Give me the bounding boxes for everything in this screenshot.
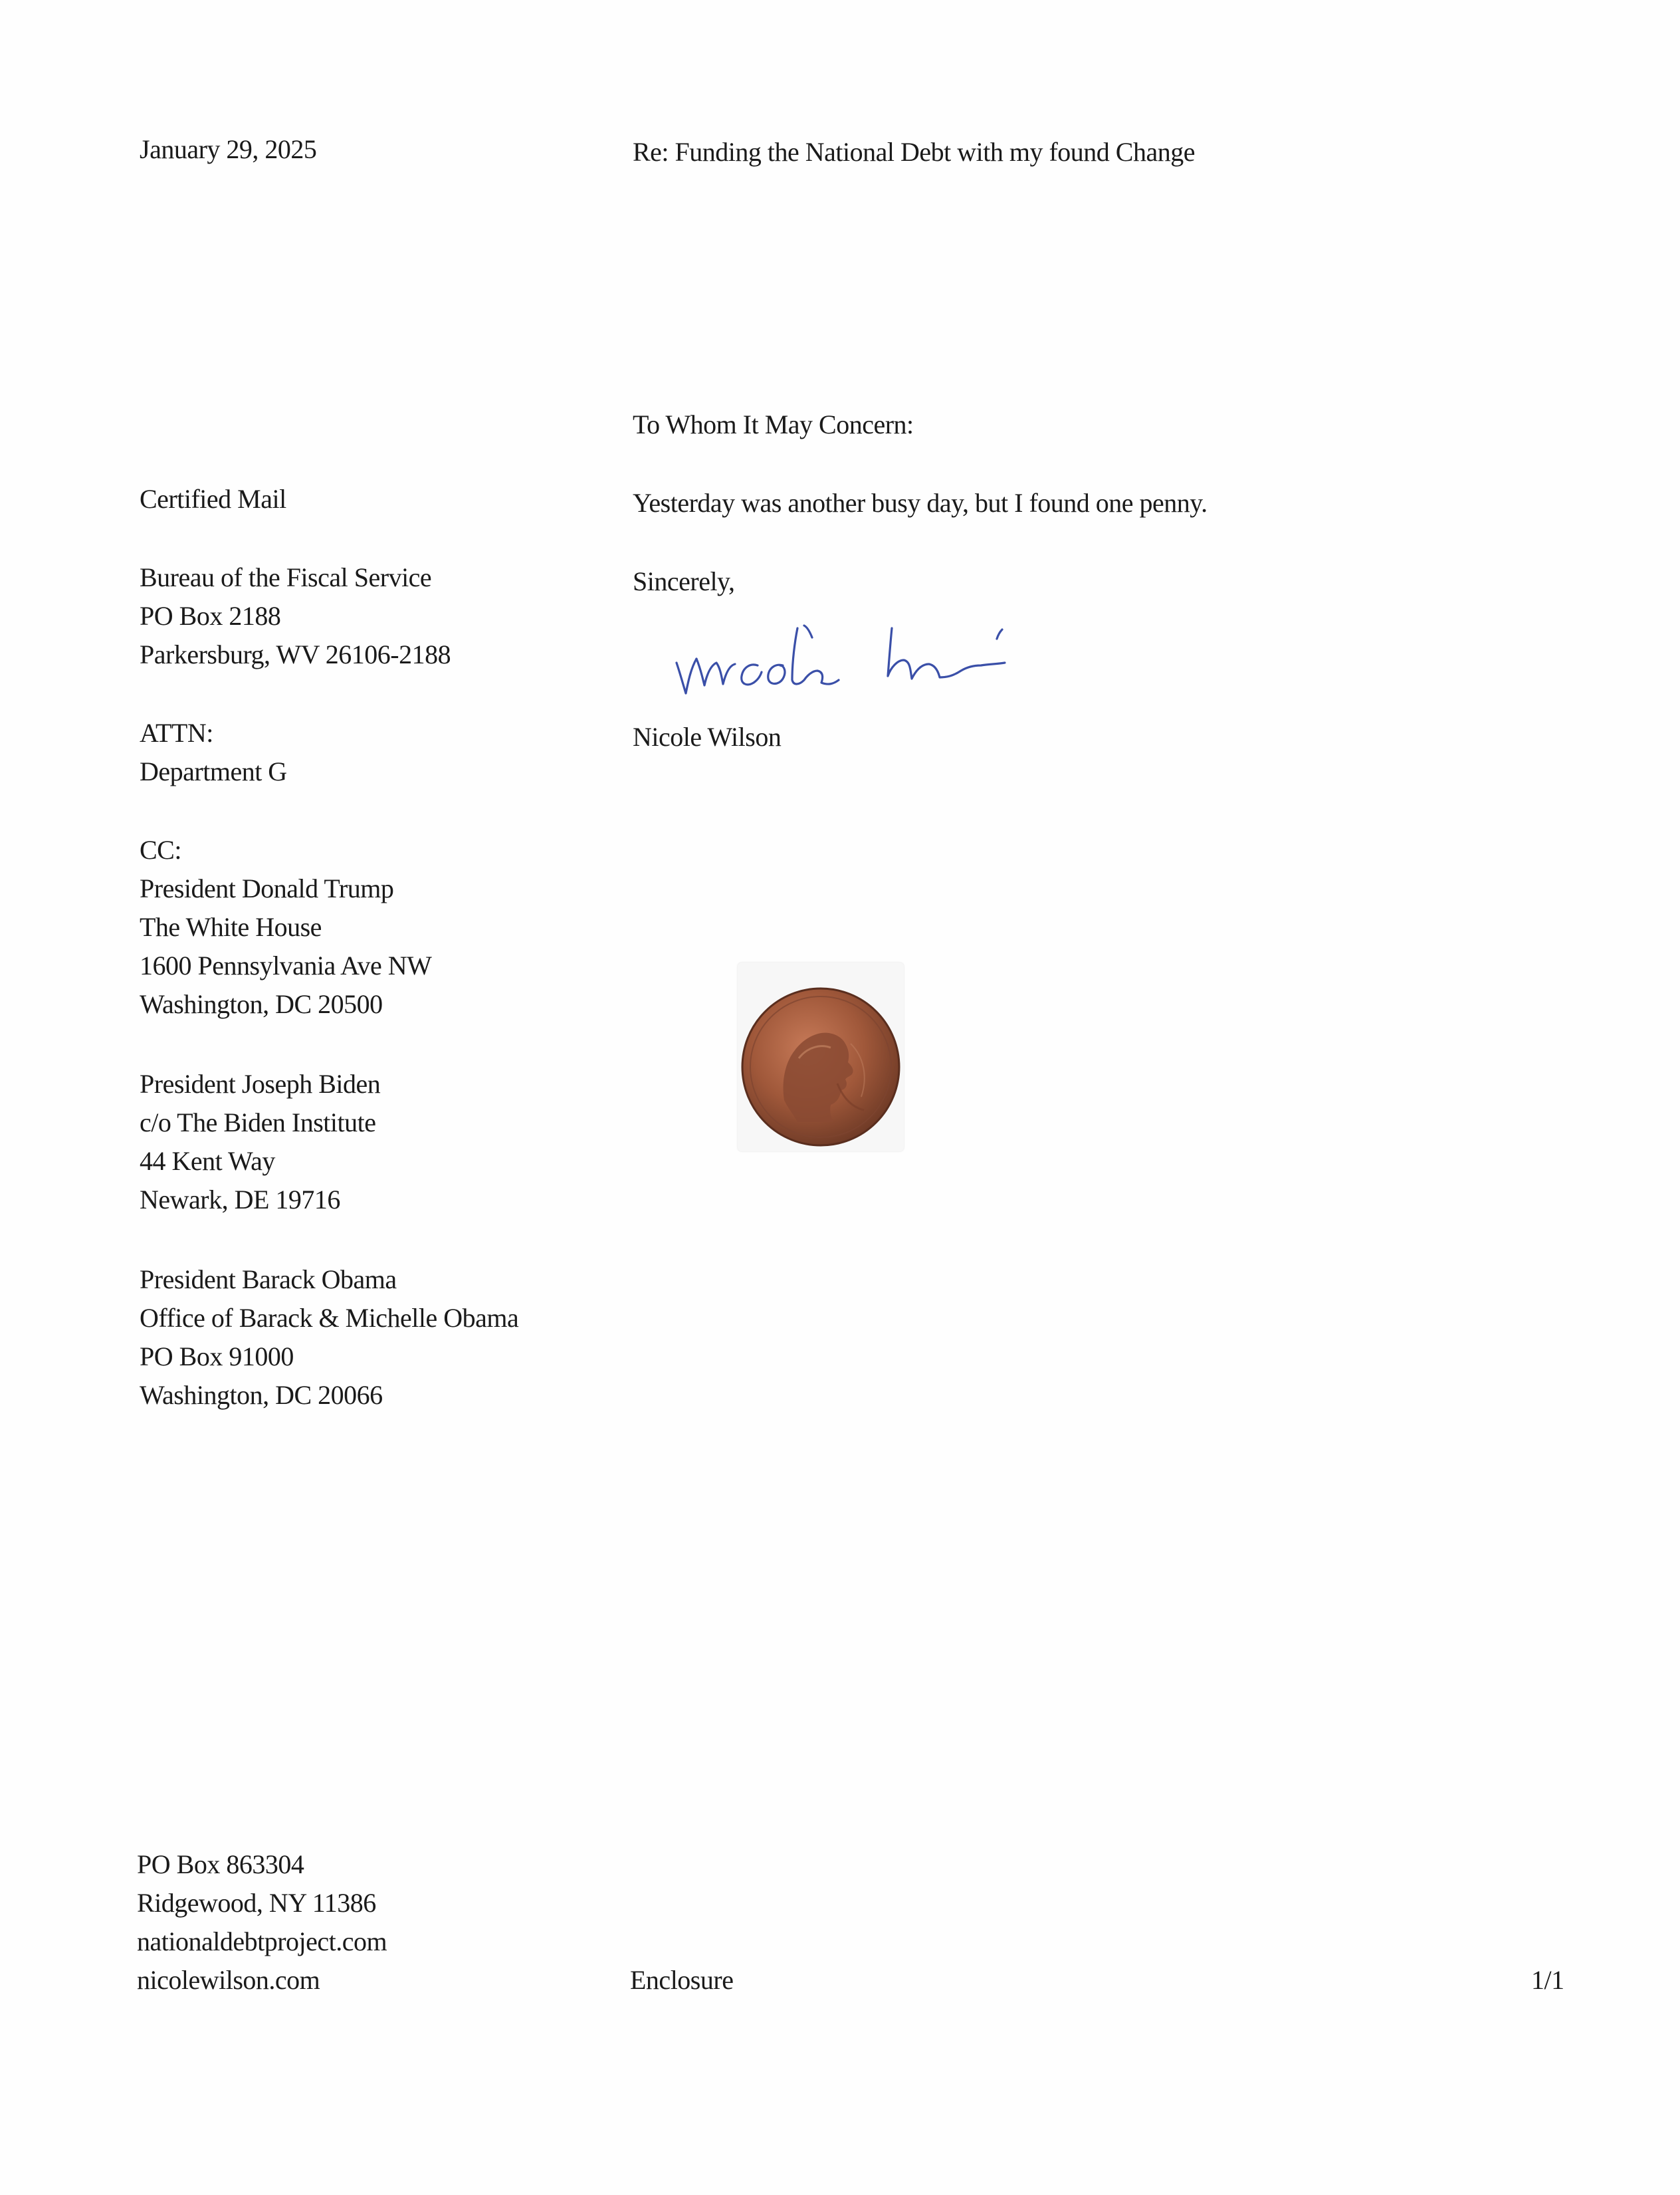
cc-recipient-obama	[140, 1260, 518, 1415]
closing: Sincerely,	[633, 566, 735, 596]
sender-address	[137, 1845, 387, 2000]
cc-recipient-line: The White House	[140, 912, 322, 942]
penny-coin-icon	[738, 984, 904, 1150]
mail-type: Certified Mail	[140, 484, 286, 514]
cc-block	[140, 831, 431, 1024]
sender-website: nationaldebtproject.com	[137, 1926, 387, 1956]
recipient-line: Parkersburg, WV 26106-2188	[140, 639, 451, 669]
attention-label: ATTN:	[140, 718, 213, 748]
handwritten-signature	[665, 602, 1037, 715]
cc-recipient-line: PO Box 91000	[140, 1341, 294, 1371]
sender-line: PO Box 863304	[137, 1849, 304, 1879]
salutation: To Whom It May Concern:	[633, 409, 914, 439]
letter-date: January 29, 2025	[140, 134, 317, 164]
sender-website: nicolewilson.com	[137, 1965, 320, 1995]
cc-recipient-line: President Donald Trump	[140, 873, 394, 903]
enclosure-label: Enclosure	[630, 1965, 734, 1995]
cc-recipient-line: President Barack Obama	[140, 1264, 397, 1294]
letter-subject: Re: Funding the National Debt with my found Change	[633, 137, 1195, 167]
attention-value: Department G	[140, 756, 287, 786]
enclosed-penny	[738, 957, 904, 1157]
cc-recipient-line: President Joseph Biden	[140, 1069, 381, 1099]
cc-recipient-line: Washington, DC 20066	[140, 1380, 383, 1410]
cc-recipient-line: 44 Kent Way	[140, 1146, 275, 1176]
cc-recipient-line: c/o The Biden Institute	[140, 1107, 376, 1137]
cc-recipient-biden	[140, 1065, 380, 1219]
cc-recipient-line: 1600 Pennsylvania Ave NW	[140, 951, 432, 981]
signer-name: Nicole Wilson	[633, 722, 782, 752]
recipient-line: PO Box 2188	[140, 601, 281, 631]
sender-line: Ridgewood, NY 11386	[137, 1888, 376, 1918]
cc-recipient-line: Office of Barack & Michelle Obama	[140, 1303, 519, 1333]
page-number: 1/1	[1531, 1965, 1564, 1995]
cc-recipient-line: Newark, DE 19716	[140, 1185, 340, 1214]
attention-block	[140, 714, 287, 791]
cc-label: CC:	[140, 835, 181, 865]
recipient-line: Bureau of the Fiscal Service	[140, 562, 432, 592]
recipient-address	[140, 558, 451, 674]
cc-recipient-line: Washington, DC 20500	[140, 989, 383, 1019]
letter-body: Yesterday was another busy day, but I found one penny.	[633, 488, 1208, 518]
